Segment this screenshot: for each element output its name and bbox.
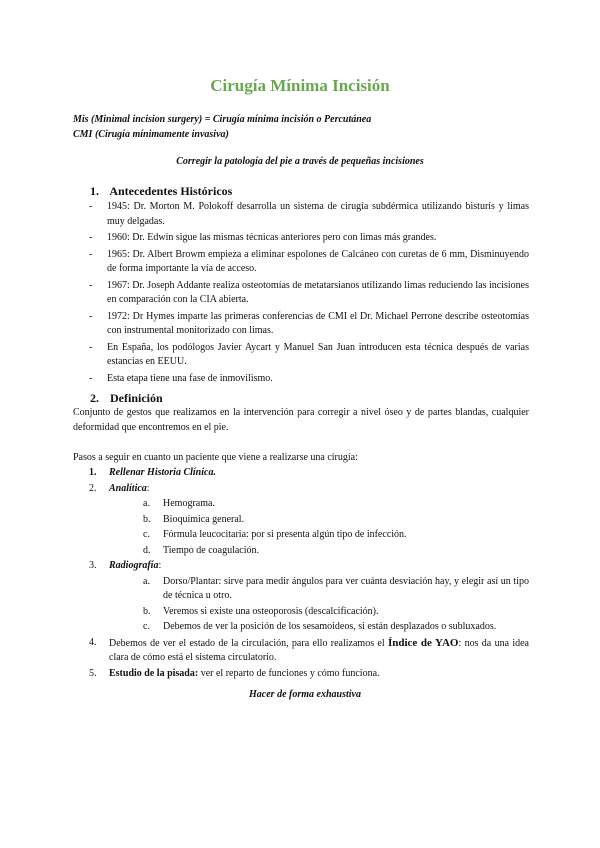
history-item: - 1945: Dr. Morton M. Polokoff desarrolla un sistema de cirugía subdérmica utilizando bisturís y limas muy delgadas. <box>89 201 529 227</box>
history-item: - Esta etapa tiene una fase de inmovilismo. <box>89 372 273 384</box>
step-item: 3. Radiografía: a. Dorso/Plantar: sirve para medir ángulos para ver cuánta desviación hay, y elegir así un tipo de técnica u otro. b. Veremos si existe una osteoporosis (descalcificación). c. Debemos de ver la posición de los sesamoideos, si están desplazados o subluxados. <box>89 559 529 635</box>
step-item: 4. Debemos de ver el estado de la circulación, para ello realizamos el Índice de YAO: nos da una idea clara de cómo está el sistema circulatorio. <box>89 636 529 664</box>
abbreviations-block <box>73 112 371 142</box>
abbreviation-mis: Mis (Minimal incision surgery) = Cirugía mínima incisión o Percutánea <box>73 114 372 125</box>
history-item: - 1960: Dr. Edwin sigue las mismas técnicas anteriores pero con limas más grandes. <box>89 232 437 243</box>
document-title: Cirugía Mínima Incisión <box>210 76 390 95</box>
history-item: - 1965: Dr. Albert Browm empieza a eliminar espolones de Calcáneo con curetas de 6 mm, Disminuyendo de forma importante la vía de acceso. <box>89 248 529 274</box>
section-title: Definición <box>110 391 163 405</box>
step-label: Rellenar Historia Clínica. <box>109 467 216 478</box>
sub-item: d. Tiempo de coagulación. <box>143 544 260 556</box>
definition-text: Conjunto de gestos que realizamos en la intervención para corregir a nivel óseo y de partes blandas, cualquier deformidad que encontremos en el pie. <box>73 407 529 433</box>
radiografia-sublist <box>109 575 529 635</box>
abbreviation-cmi: CMI (Cirugía mínimamente invasiva) <box>73 129 229 140</box>
sub-item: b. Bioquímica general. <box>143 513 245 525</box>
history-item: - 1967: Dr. Joseph Addante realiza osteotomías de metatarsianos utilizando limas reduciendo las incisiones en comparación con la CIA abierta. <box>89 279 529 305</box>
closing-note: Hacer de forma exhaustiva <box>249 689 361 700</box>
step-item: 1. Rellenar Historia Clínica. <box>89 467 216 478</box>
section-heading-history <box>90 183 232 200</box>
history-list <box>89 200 529 388</box>
sub-item: a. Dorso/Plantar: sirve para medir ángulos para ver cuánta desviación hay, y elegir así un tipo de técnica u otro. <box>143 575 529 601</box>
step-label: Radiografía <box>109 560 159 571</box>
step-label: Analítica <box>109 482 147 494</box>
analitica-sublist <box>109 497 529 558</box>
step-item: 5. Estudio de la pisada: ver el reparto de funciones y cómo funciona. <box>89 667 380 679</box>
section-heading-definition <box>90 390 163 407</box>
section-number: 1. <box>90 184 99 198</box>
goal-statement: Corregir la patología del pie a través de pequeñas incisiones <box>176 156 424 167</box>
sub-item: a. Hemograma. <box>143 498 215 509</box>
history-item: - 1972: Dr Hymes imparte las primeras conferencias de CMI el Dr. Michael Perrone describe osteotomías con instrumental monitorizado con limas. <box>89 310 529 336</box>
step-item: 2. Analítica: a. Hemograma. b. Bioquímica general. c. Fórmula leucocitaria: por si presenta algún tipo de infección. d. Tiempo de coagulación. <box>89 482 529 559</box>
step-label: Estudio de la pisada: <box>109 667 199 679</box>
section-number: 2. <box>90 391 99 405</box>
sub-item: c. Debemos de ver la posición de los sesamoideos, si están desplazados o subluxados. <box>143 621 497 632</box>
sub-item: b. Veremos si existe una osteoporosis (descalcificación). <box>143 605 379 617</box>
section-title: Antecedentes Históricos <box>109 184 233 198</box>
steps-list <box>89 466 529 682</box>
history-item: - En España, los podólogos Javier Aycart y Manuel San Juan introducen esta técnica después de varias estancias en EEUU. <box>89 341 529 367</box>
sub-item: c. Fórmula leucocitaria: por si presenta algún tipo de infección. <box>143 529 407 540</box>
steps-intro: Pasos a seguir en cuanto un paciente que viene a realizarse una cirugía: <box>73 452 358 463</box>
yao-index-term: Índice de YAO <box>387 636 459 649</box>
